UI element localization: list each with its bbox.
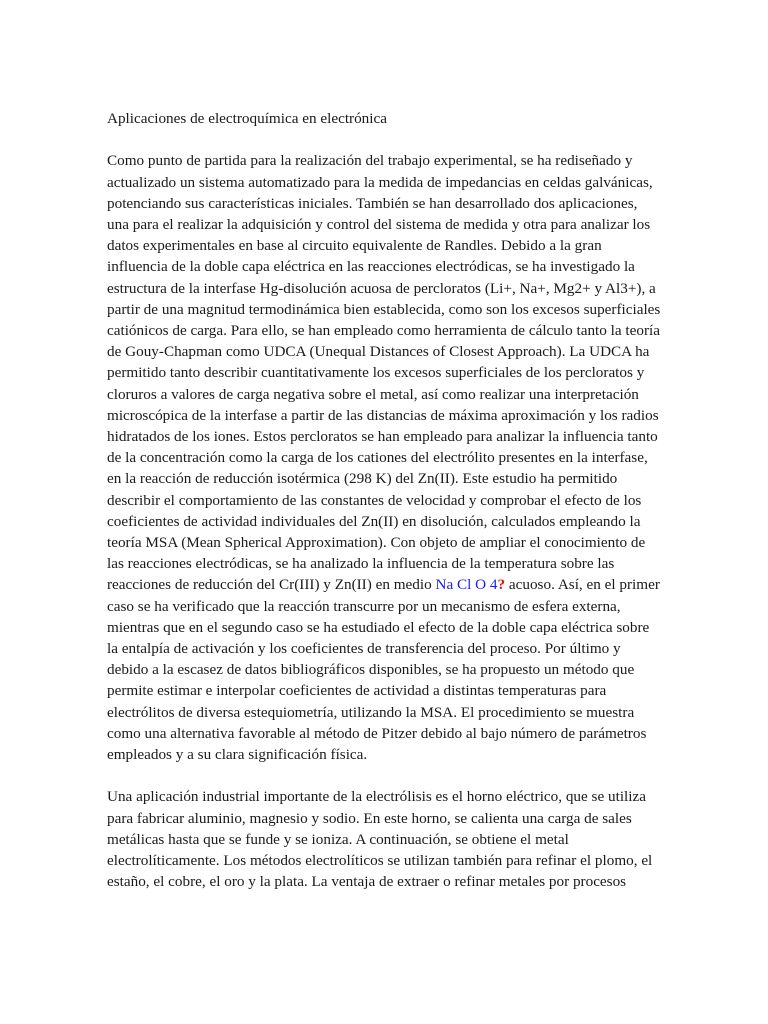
paragraph-2: Una aplicación industrial importante de la electrólisis es el horno eléctrico, que se utiliza para fabricar aluminio, magnesio y sodio. En este horno, se calienta una carga de sales metálicas hasta que se funde y se ioniza. A continuación, se obtiene el metal electrolíticamente. Los métodos electrolíticos se utilizan también para refinar el plomo, el estaño, el cobre, el oro y la plata. La ventaja de extraer o refinar metales por procesos: [107, 788, 653, 891]
document-title: Aplicaciones de electroquímica en electrónica: [107, 110, 387, 127]
paragraph-1: [107, 150, 663, 765]
formula-link-mark[interactable]: ?: [497, 576, 506, 594]
document-page: [107, 108, 663, 914]
paragraph-1-text-after-link: acuoso. Así, en el primer caso se ha verificado que la reacción transcurre por un mecanismo de esfera externa, mientras que en el segundo caso se ha estudiado el efecto de la doble capa eléctrica sobre la entalpía de activación y los coeficientes de transferencia del proceso. Por último y debido a la escasez de datos bibliográficos disponibles, se ha propuesto un método que permite estimar e interpolar coeficientes de actividad a distintas temperaturas para electrólitos de diversa estequiometría, utilizando la MSA. El procedimiento se muestra como una alternativa favorable al método de Pitzer debido al bajo número de parámetros empleados y a su clara significación física.: [107, 576, 660, 764]
paragraph-1-text-before-link: Como punto de partida para la realización del trabajo experimental, se ha rediseñado y actualizado un sistema automatizado para la medida de impedancias en celdas galvánicas, potenciando sus características iniciales. También se han desarrollado dos aplicaciones, una para el realizar la adquisición y control del sistema de medida y otra para analizar los datos experimentales en base al circuito equivalente de Randles. Debido a la gran influencia de la doble capa eléctrica en las reacciones electródicas, se ha investigado la estructura de la interfase Hg-disolución acuosa de percloratos (Li+, Na+, Mg2+ y Al3+), a partir de una magnitud termodinámica bien establecida, como son los excesos superficiales catiónicos de carga. Para ello, se han empleado como herramienta de cálculo tanto la teoría de Gouy-Chapman como UDCA (Unequal Distances of Closest Approach). La UDCA ha permitido tanto describir cuantitativamente los excesos superficiales de los percloratos y cloruros a valores de carga negativa sobre el metal, así como realizar una interpretación microscópica de la interfase a partir de las distancias de máxima aproximación y los radios hidratados de los iones. Estos percloratos se han empleado para analizar la influencia tanto de la concentración como la carga de los cationes del electrólito presentes en la interfase, en la reacción de reducción isotérmica (298 K) del Zn(II). Este estudio ha permitido describir el comportamiento de las constantes de velocidad y comprobar el efecto de los coeficientes de actividad individuales del Zn(II) en disolución, calculados empleando la teoría MSA (Mean Spherical Approximation). Con objeto de ampliar el conocimiento de las reacciones electródicas, se ha analizado la influencia de la temperatura sobre las reacciones de reducción del Cr(III) y Zn(II) en medio: [107, 152, 661, 594]
formula-link[interactable]: Na Cl O 4: [435, 576, 498, 594]
